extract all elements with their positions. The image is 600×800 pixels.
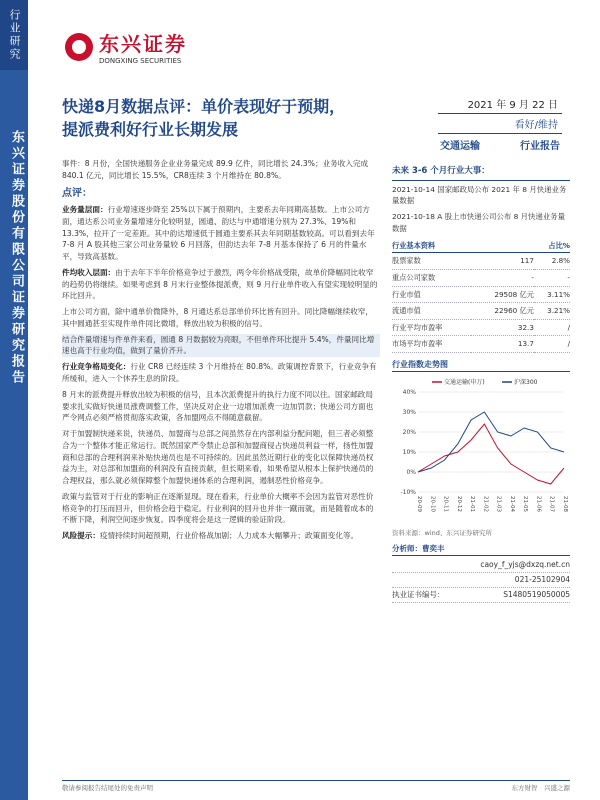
stats-cell-label: 重点公司家数 bbox=[392, 270, 471, 287]
paragraph-competition bbox=[62, 361, 380, 385]
index-chart bbox=[392, 374, 570, 524]
y-tick-label: 10% bbox=[402, 449, 416, 457]
risk-label: 风险提示： bbox=[62, 531, 100, 541]
stats-cell-value: 29508 亿元 bbox=[471, 286, 533, 303]
table-row bbox=[392, 286, 570, 303]
event-item-2: 2021-10-18 A 股上市快递公司公布 8 月快递业务量数据 bbox=[392, 212, 565, 234]
y-tick-label: -10% bbox=[400, 489, 416, 497]
paragraph-price bbox=[62, 267, 380, 302]
cert-number: S1480519050005 bbox=[503, 589, 570, 599]
series-line-0 bbox=[418, 424, 564, 484]
x-tick-label: 21-07 bbox=[548, 496, 555, 513]
report-rating: 看好/维持 bbox=[438, 114, 562, 134]
x-tick-label: 20-09 bbox=[416, 496, 422, 513]
volume-text: 行业增速逐步降至 25%以下属于预期内，主要系去年同期高基数。上市公司方面，通达系公司业务量增速分化较明显，圆通、韵达与中通增速分别为 27.3%、19%和 13.3%，拉开了一定差距。其中韵达增速低于圆通主要系其去年同期基数较高。可以看到去年 7-8 月 A 股其他三家公司业务量较 6 月回落，但韵达去年 7-8 月基本保持了 6 月的件量水平，导致高基数。 bbox=[62, 205, 375, 262]
analyst-phone: 021-25102904 bbox=[514, 574, 570, 584]
stats-cell-pct: 3.21% bbox=[534, 303, 570, 320]
y-tick-label: 0% bbox=[406, 469, 416, 477]
logo-en-text: DONGXING SECURITIES bbox=[99, 57, 182, 65]
stats-cell-value: 32.3 bbox=[471, 319, 533, 336]
tag-type: 行业报告 bbox=[520, 141, 560, 152]
risk-text: 疫情持续时间超预期，行业价格战加剧；人力成本大幅攀升；政策面变化等。 bbox=[99, 531, 359, 541]
paragraph-volume bbox=[62, 204, 380, 263]
table-row bbox=[392, 303, 570, 320]
paragraph-yto: 结合件量增速与件单件来看，圆通 8 月数据较为亮眼，不但单件环比提升 5.4%，件量同比增速也高于行业均值，做到了量价齐升。 bbox=[62, 334, 380, 358]
footer-slogan: 东方财智 兴盛之源 bbox=[511, 784, 570, 792]
industry-stats-table bbox=[392, 239, 570, 353]
analyst-name: 分析师：曹奕丰 bbox=[392, 543, 570, 556]
tag-industry: 交通运输 bbox=[440, 141, 480, 152]
table-row bbox=[392, 336, 570, 353]
stats-cell-value: 22960 亿元 bbox=[471, 303, 533, 320]
competition-label: 行业竞争格局变化： bbox=[62, 362, 131, 372]
table-row bbox=[392, 253, 570, 270]
stats-cell-pct: 3.11% bbox=[534, 286, 570, 303]
stats-cell-value: 117 bbox=[471, 253, 533, 270]
title-line-2: 提派费利好行业长期发展 bbox=[62, 120, 239, 140]
cert-label: 执业证书编号： bbox=[392, 589, 445, 599]
x-tick-label: 20-12 bbox=[455, 496, 462, 513]
right-column bbox=[392, 165, 570, 603]
events-title: 未来 3-6 个月行业大事： bbox=[392, 165, 570, 181]
series-line-1 bbox=[418, 412, 564, 472]
legend-label-0: 交通运输(申万) bbox=[444, 379, 485, 387]
stats-cell-label: 流通市值 bbox=[392, 303, 471, 320]
sidebar-band bbox=[0, 0, 28, 800]
x-tick-label: 21-04 bbox=[508, 496, 515, 513]
x-tick-label: 21-01 bbox=[469, 496, 476, 513]
x-tick-label: 20-10 bbox=[429, 496, 436, 513]
logo-icon bbox=[65, 33, 93, 61]
price-text: 由于去年下半年价格竞争过于激烈，两令年价格战受限，故单价降幅同比收窄的趋势仍将继续。如果考虑到 8 月末行业整体提派费，则 9 月行业单件收入有望实现较明显的环比回升。 bbox=[62, 267, 378, 301]
table-header-row bbox=[392, 239, 570, 253]
report-tags bbox=[438, 134, 562, 155]
company-logo bbox=[65, 28, 187, 65]
legend-label-1: 沪深300 bbox=[514, 379, 538, 387]
logo-cn-text: 东兴证券 bbox=[99, 32, 187, 56]
stats-cell-pct: / bbox=[534, 336, 570, 353]
analyst-cert-row bbox=[392, 588, 570, 603]
stats-cell-pct: 2.8% bbox=[534, 253, 570, 270]
stats-cell-label: 股票家数 bbox=[392, 253, 471, 270]
y-tick-label: 20% bbox=[402, 429, 416, 437]
paragraph-franchise: 对于加盟制快递来说，快递员、加盟商与总部之间虽然存在内部利益分配问题，但三者必须整合为一个整体才能正常运行。既然国家严令禁止总部和加盟商侵占快递员利益一样，扬性加盟商和总部的合理利润来补贴快递员也是不可持续的。因此虽然近期行业的变化以保障快递员权益为主，对总部和加盟商的利润没有直接贡献，但长期来看，如果希望从根本上保护快递员的合理权益，那么就必须保障整个加盟快递体系的合理利润，遏制恶性价格竞争。 bbox=[62, 429, 374, 486]
chart-source: 资料来源：wind、东兴证券研究所 bbox=[392, 529, 492, 538]
x-tick-label: 20-11 bbox=[442, 496, 449, 513]
analyst-phone-row bbox=[392, 573, 570, 588]
footer-disclaimer: 敬请参阅报告结尾处的免责声明 bbox=[62, 784, 153, 792]
stats-cell-value: - bbox=[471, 270, 533, 287]
chart-title: 行业指数走势图 bbox=[392, 359, 570, 373]
sidebar-section-label: 行业研究 bbox=[0, 0, 28, 70]
comment-heading: 点评： bbox=[62, 187, 92, 199]
table-row bbox=[392, 270, 570, 287]
main-body bbox=[62, 158, 380, 546]
x-tick-label: 21-05 bbox=[522, 496, 529, 513]
volume-label: 业务量层面： bbox=[62, 205, 108, 215]
analyst-box bbox=[392, 543, 570, 603]
paragraph-risk bbox=[62, 530, 380, 542]
x-tick-label: 21-06 bbox=[535, 496, 542, 513]
analyst-email[interactable]: caoy_f_yjs@dxzq.net.cn bbox=[480, 559, 570, 569]
stats-cell-pct: / bbox=[534, 319, 570, 336]
stats-cell-pct: - bbox=[534, 270, 570, 287]
competition-text: 行业 CR8 已经连续 3 个月维持在 80.8%。政策调控背景下，行业竞争有所缓和，进入一个休养生息的阶段。 bbox=[62, 362, 377, 383]
y-tick-label: 30% bbox=[402, 409, 416, 417]
stats-cell-value: 13.7 bbox=[471, 336, 533, 353]
y-tick-label: 40% bbox=[402, 389, 416, 397]
page-footer bbox=[62, 780, 570, 792]
report-title bbox=[62, 95, 422, 141]
analyst-email-row bbox=[392, 558, 570, 573]
report-info-box bbox=[438, 94, 562, 155]
x-tick-label: 21-08 bbox=[562, 496, 568, 513]
table-row bbox=[392, 319, 570, 336]
report-date: 2021 年 9 月 22 日 bbox=[438, 94, 562, 114]
stats-cell-label: 市场平均市盈率 bbox=[392, 336, 471, 353]
stats-value-header bbox=[471, 239, 533, 253]
paragraph-listed: 上市公司方面，除中通单价微降外，8 月通达系总部单价环比皆有回升。同比降幅继续收窄，其中圆通甚至实现件单件同比微增，释放出较为积极的信号。 bbox=[62, 307, 373, 328]
x-tick-label: 21-03 bbox=[495, 496, 502, 513]
stats-cell-label: 行业平均市盈率 bbox=[392, 319, 471, 336]
event-paragraph: 事件：8 月份，全国快递服务企业业务量完成 89.9 亿件，同比增长 24.3%；业务收入完成 840.1 亿元，同比增长 15.5%，CR8连续 3 个月维持在 80.8%。 bbox=[62, 159, 369, 180]
sidebar-company-name: 东兴证券股份有限公司证券研究报告 bbox=[9, 130, 24, 386]
event-item-1: 2021-10-14 国家邮政局公布 2021 年 8 月快递业务量数据 bbox=[392, 184, 567, 206]
price-label: 件均收入层面： bbox=[62, 267, 116, 277]
stats-title: 行业基本资料 bbox=[392, 239, 471, 253]
paragraph-policy: 政策与监管对于行业的影响正在逐渐显现。现在看来，行业单价大概率不会因为监管对恶性价格竞争的打压而回升，但价格会趋于稳定。行业利润的回升也并非一蹴而就，而是随着成本的不断下降，利润空间逐步恢复。四季度将会是这一逻辑的验证阶段。 bbox=[62, 491, 374, 525]
stats-pct-header: 占比% bbox=[534, 239, 570, 253]
stats-cell-label: 行业市值 bbox=[392, 286, 471, 303]
paragraph-fee: 8 月末的派费提升释放出较为积极的信号，且本次派费提升的执行力度不同以往。国家邮政局要求扎实做好快递员涨费调整工作，坚决反对企业一边增加派费一边加罚款；快递公司方面也严令网点必须严格贯彻落实政策，各加盟网点不得随意截留。 bbox=[62, 389, 374, 423]
title-line-1: 快递8月数据点评：单价表现好于预期， bbox=[62, 97, 346, 116]
x-tick-label: 21-02 bbox=[482, 496, 489, 513]
index-chart-box bbox=[392, 359, 570, 539]
